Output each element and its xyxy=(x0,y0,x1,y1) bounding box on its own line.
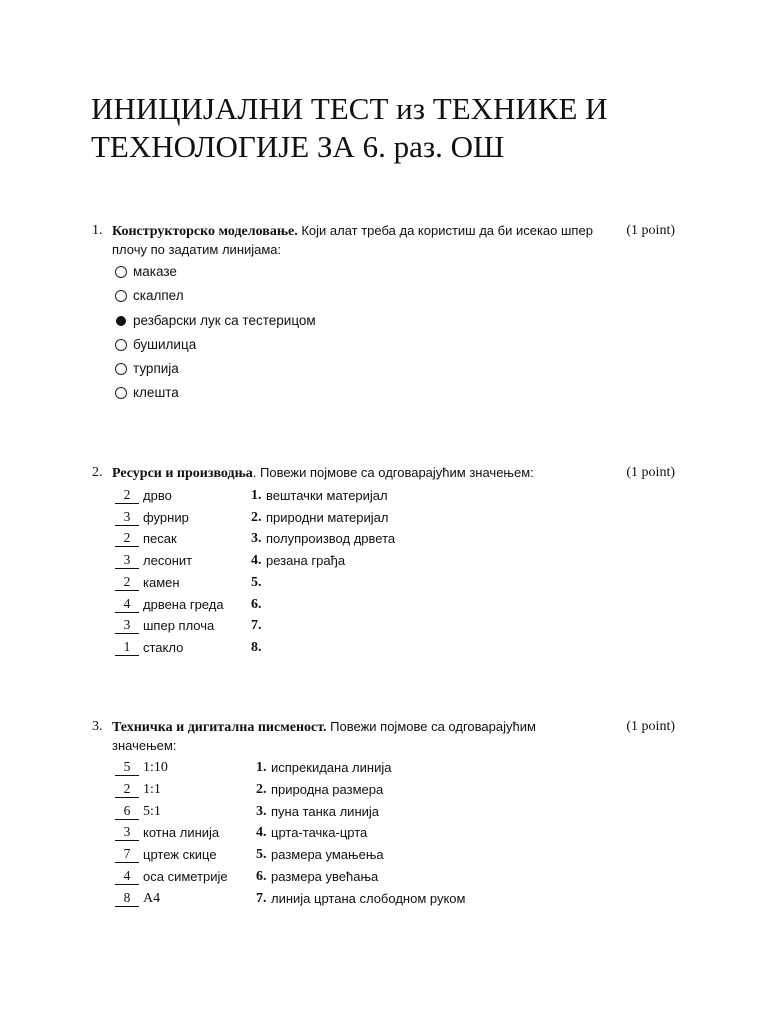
question-text xyxy=(112,222,602,260)
matching-row xyxy=(0,802,768,822)
answer-blank[interactable]: 2 xyxy=(115,573,139,591)
answer-blank[interactable]: 3 xyxy=(115,551,139,569)
answer-blank[interactable]: 3 xyxy=(115,823,139,841)
question-prompt: Који алат треба да користиш да би исекао шпер плочу по задатим линијама: xyxy=(112,223,593,257)
matching-row xyxy=(0,845,768,865)
option-3[interactable] xyxy=(115,311,316,331)
matching-row xyxy=(0,508,768,528)
right-number: 5. xyxy=(256,847,267,863)
answer-blank[interactable]: 6 xyxy=(115,802,139,820)
right-number: 6. xyxy=(251,596,262,612)
matching-row xyxy=(0,486,768,506)
option-label: маказе xyxy=(133,264,177,279)
matching-row xyxy=(0,758,768,778)
question-heading: Конструкторско моделовање. xyxy=(112,224,298,239)
right-number: 2. xyxy=(256,781,267,797)
answer-blank[interactable]: 4 xyxy=(115,595,139,613)
option-label: клешта xyxy=(133,385,179,400)
matching-row xyxy=(0,573,768,593)
option-label: резбарски лук са тестерицом xyxy=(133,313,316,328)
question-heading: Ресурси и производња xyxy=(112,466,253,481)
page-title: ИНИЦИЈАЛНИ ТЕСТ из ТЕХНИКЕ И ТЕХНОЛОГИЈЕ ЗА 6. раз. ОШ xyxy=(91,91,608,164)
right-term: резана грађа xyxy=(266,553,346,569)
right-term: испрекидана линија xyxy=(271,760,392,775)
right-term: линија цртана слободном руком xyxy=(271,890,466,906)
left-term: цртеж скице xyxy=(143,847,217,863)
radio-icon[interactable] xyxy=(115,387,127,399)
right-number: 1. xyxy=(256,760,267,775)
answer-blank[interactable]: 1 xyxy=(115,638,139,656)
right-number: 1. xyxy=(251,488,262,503)
left-term: лесонит xyxy=(143,553,193,569)
matching-row xyxy=(0,823,768,843)
matching-row xyxy=(0,551,768,571)
option-2[interactable] xyxy=(115,286,184,306)
answer-blank[interactable]: 2 xyxy=(115,780,139,798)
left-term: стакло xyxy=(143,639,184,655)
right-number: 5. xyxy=(251,574,262,590)
answer-blank[interactable]: 5 xyxy=(115,758,139,776)
matching-row xyxy=(0,529,768,549)
left-term: котна линија xyxy=(143,825,220,841)
matching-row xyxy=(0,780,768,800)
answer-blank[interactable]: 2 xyxy=(115,486,139,504)
matching-row xyxy=(0,638,768,658)
left-term: 5:1 xyxy=(143,803,161,819)
question-number: 3. xyxy=(92,719,103,734)
option-5[interactable] xyxy=(115,359,179,379)
matching-row xyxy=(0,595,768,615)
right-number: 6. xyxy=(256,869,267,884)
left-term: А4 xyxy=(143,890,161,906)
left-term: дрвена греда xyxy=(143,596,224,612)
radio-icon[interactable] xyxy=(115,290,127,302)
question-text xyxy=(112,464,602,483)
question-prompt: Повежи појмове са одговарајућим значењем: xyxy=(112,719,536,753)
question-points: (1 point) xyxy=(626,223,675,238)
right-number: 7. xyxy=(256,890,267,906)
right-number: 8. xyxy=(251,639,262,655)
left-term: камен xyxy=(143,574,180,590)
right-term: полупроизвод дрвета xyxy=(266,531,396,547)
radio-icon[interactable] xyxy=(115,266,127,278)
right-number: 7. xyxy=(251,618,262,634)
left-term: песак xyxy=(143,531,177,547)
right-number: 4. xyxy=(251,553,262,569)
answer-blank[interactable]: 3 xyxy=(115,616,139,634)
answer-blank[interactable]: 4 xyxy=(115,867,139,885)
right-term: размера умањења xyxy=(271,847,384,863)
question-number: 1. xyxy=(92,223,103,238)
left-term: оса симетрије xyxy=(143,869,228,884)
right-term: природна размера xyxy=(271,781,384,797)
answer-blank[interactable]: 3 xyxy=(115,508,139,526)
left-term: 1:1 xyxy=(143,781,161,797)
right-number: 2. xyxy=(251,509,262,525)
right-number: 3. xyxy=(251,531,262,547)
option-1[interactable] xyxy=(115,262,177,282)
left-term: дрво xyxy=(143,488,172,503)
question-number: 2. xyxy=(92,465,103,480)
right-term: црта-тачка-црта xyxy=(271,825,368,841)
question-prompt: . Повежи појмове са одговарајућим значењем: xyxy=(252,465,534,480)
option-label: бушилица xyxy=(133,337,197,352)
left-term: фурнир xyxy=(143,509,189,525)
right-term: вештачки материјал xyxy=(266,488,388,503)
right-term: природни материјал xyxy=(266,509,389,525)
radio-icon[interactable] xyxy=(115,363,127,375)
right-term: размера увећања xyxy=(271,869,379,884)
answer-blank[interactable]: 2 xyxy=(115,529,139,547)
answer-blank[interactable]: 8 xyxy=(115,889,139,907)
radio-selected-icon[interactable] xyxy=(116,316,126,326)
right-term: пуна танка линија xyxy=(271,803,379,819)
right-number: 3. xyxy=(256,803,267,819)
left-term: 1:10 xyxy=(143,760,168,775)
right-number: 4. xyxy=(256,825,267,841)
question-points: (1 point) xyxy=(626,719,675,734)
option-4[interactable] xyxy=(115,335,196,355)
question-points: (1 point) xyxy=(626,465,675,480)
matching-row xyxy=(0,867,768,887)
radio-icon[interactable] xyxy=(115,339,127,351)
option-label: турпија xyxy=(133,361,179,376)
question-heading: Техничка и дигитална писменост. xyxy=(112,720,327,735)
question-text xyxy=(112,718,582,756)
answer-blank[interactable]: 7 xyxy=(115,845,139,863)
matching-row xyxy=(0,616,768,636)
option-label: скалпел xyxy=(133,288,184,303)
option-6[interactable] xyxy=(115,383,179,403)
matching-row xyxy=(0,889,768,909)
left-term: шпер плоча xyxy=(143,618,215,634)
